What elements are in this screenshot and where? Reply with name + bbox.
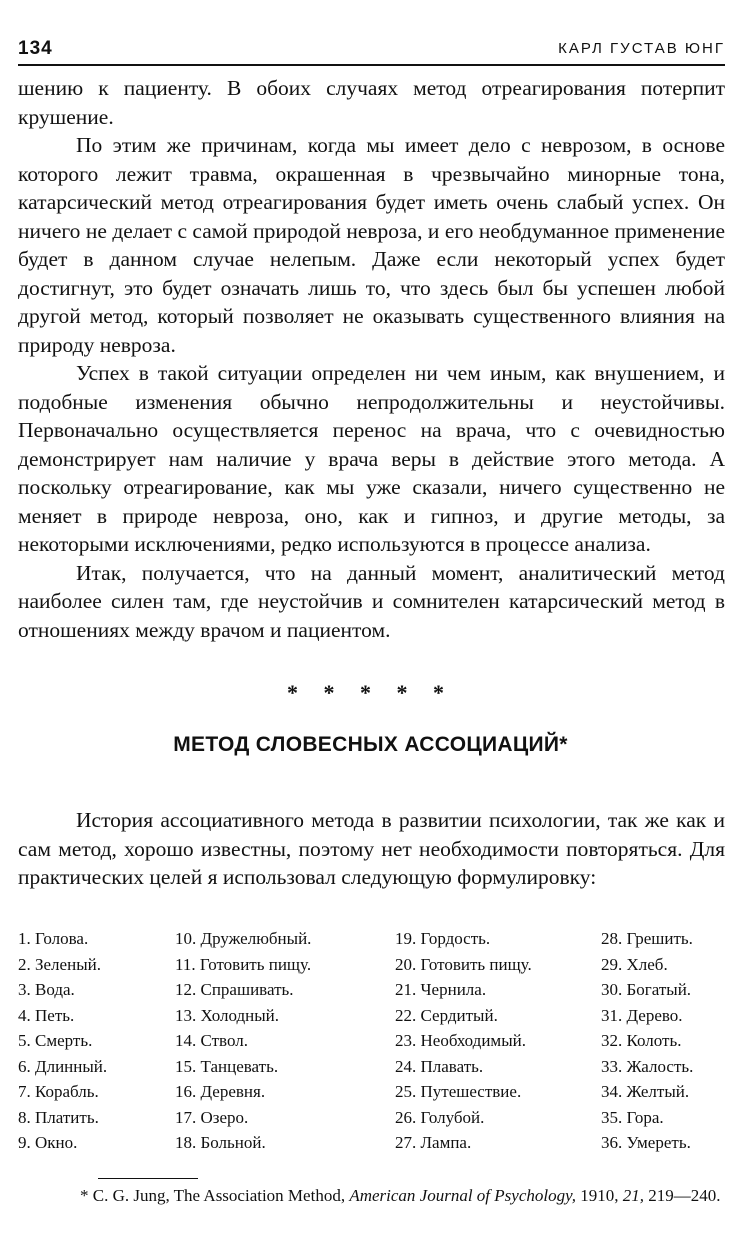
list-item: 15. Танцевать. — [175, 1056, 279, 1076]
list-item: 14. Ствол. — [175, 1031, 248, 1050]
list-item: 30. Богатый. — [601, 980, 692, 999]
list-item: 29. Хлеб. — [601, 954, 668, 974]
list-item: 11. Готовить пищу. — [175, 954, 312, 974]
paragraph: Успех в такой ситуации определен ни чем иным, как внушением, и подобные изменения обычно непродолжительны и неустойчивы. Первоначально осуществляется перенос на врача, что с очевидностью демонстрирует нам наличие у врача веры в действие этого метода. А поскольку отреагирование, как мы уже сказали, ничего существенно не меняет в природе невроза, оно, как и гипноз, и другие методы, за некоторыми исключениями, редко используются в процессе анализа. — [18, 361, 725, 556]
list-item: 2. Зеленый. — [18, 954, 101, 974]
word-column — [395, 926, 532, 1156]
list-item: 6. Длинный. — [18, 1056, 108, 1076]
list-item: 4. Петь. — [18, 1005, 75, 1025]
list-item: 27. Лампа. — [395, 1133, 472, 1152]
list-item: 19. Гордость. — [395, 929, 491, 948]
list-item: 31. Дерево. — [601, 1005, 683, 1025]
running-head: КАРЛ ГУСТАВ ЮНГ — [558, 40, 725, 57]
paragraph: По этим же причинам, когда мы имеет дело с неврозом, в основе которого лежит травма, окрашенная в чрезвычайно минорные тона, катарсический метод отреагирования будет иметь очень слабый успех. Он ничего не делает с самой природой невроза, и его необдуманное применение будет в данном случае нелепым. Даже если некоторый успех будет достигнут, это будет означать лишь то, что здесь был бы успешен любой другой метод, который позволяет не оказывать существенного влияния на природу невроза. — [18, 133, 725, 357]
list-item: 18. Больной. — [175, 1133, 266, 1152]
list-item: 7. Корабль. — [18, 1082, 99, 1101]
word-list — [18, 926, 728, 1156]
list-item: 20. Готовить пищу. — [395, 954, 532, 974]
word-column — [18, 926, 107, 1156]
list-item: 34. Желтый. — [601, 1082, 690, 1101]
footnote-divider — [98, 1178, 198, 1179]
page-header — [18, 38, 725, 66]
list-item: 35. Гора. — [601, 1107, 664, 1127]
footnote-year: 1910, — [575, 1186, 623, 1205]
list-item: 5. Смерть. — [18, 1031, 93, 1050]
section-separator: * * * * * — [287, 680, 454, 705]
list-item: 8. Платить. — [18, 1107, 99, 1127]
paragraph: История ассоциативного метода в развитии психологии, так же как и сам метод, хорошо известны, поэтому нет необходимости повторяться. Для практических целей я использовал следующую формулировку: — [18, 808, 725, 889]
list-item: 24. Плавать. — [395, 1056, 484, 1076]
word-column — [601, 926, 693, 1156]
section-title: МЕТОД СЛОВЕСНЫХ АССОЦИАЦИЙ* — [173, 733, 568, 756]
footnote-volume: 21, — [622, 1186, 644, 1205]
footnote — [18, 1184, 725, 1207]
list-item: 21. Чернила. — [395, 980, 487, 999]
list-item: 1. Голова. — [18, 929, 89, 948]
list-item: 32. Колоть. — [601, 1031, 682, 1050]
footnote-journal: American Journal of Psychology, — [349, 1186, 576, 1205]
list-item: 9. Окно. — [18, 1133, 78, 1152]
footnote-citation: * C. G. Jung, The Association Method, — [80, 1186, 350, 1205]
paragraph: шению к пациенту. В обоих случаях метод отреагирования потерпит крушение. — [18, 76, 725, 129]
list-item: 17. Озеро. — [175, 1107, 249, 1127]
section-intro — [18, 806, 725, 892]
list-item: 12. Спрашивать. — [175, 980, 294, 999]
list-item: 33. Жалость. — [601, 1056, 694, 1076]
list-item: 22. Сердитый. — [395, 1005, 498, 1025]
list-item: 10. Дружелюбный. — [175, 929, 312, 948]
list-item: 36. Умереть. — [601, 1133, 691, 1152]
list-item: 3. Вода. — [18, 980, 75, 999]
main-text — [18, 74, 725, 644]
list-item: 23. Необходимый. — [395, 1031, 526, 1050]
paragraph: Итак, получается, что на данный момент, аналитический метод наиболее силен там, где неустойчив и сомнителен катарсический метод в отношениях между врачом и пациентом. — [18, 560, 725, 642]
word-column — [175, 926, 311, 1156]
list-item: 25. Путешествие. — [395, 1082, 522, 1101]
list-item: 13. Холодный. — [175, 1005, 279, 1025]
list-item: 28. Грешить. — [601, 929, 693, 948]
list-item: 16. Деревня. — [175, 1082, 266, 1101]
list-item: 26. Голубой. — [395, 1107, 485, 1127]
footnote-pages: 219—240. — [643, 1186, 721, 1205]
page-number: 134 — [18, 38, 53, 59]
